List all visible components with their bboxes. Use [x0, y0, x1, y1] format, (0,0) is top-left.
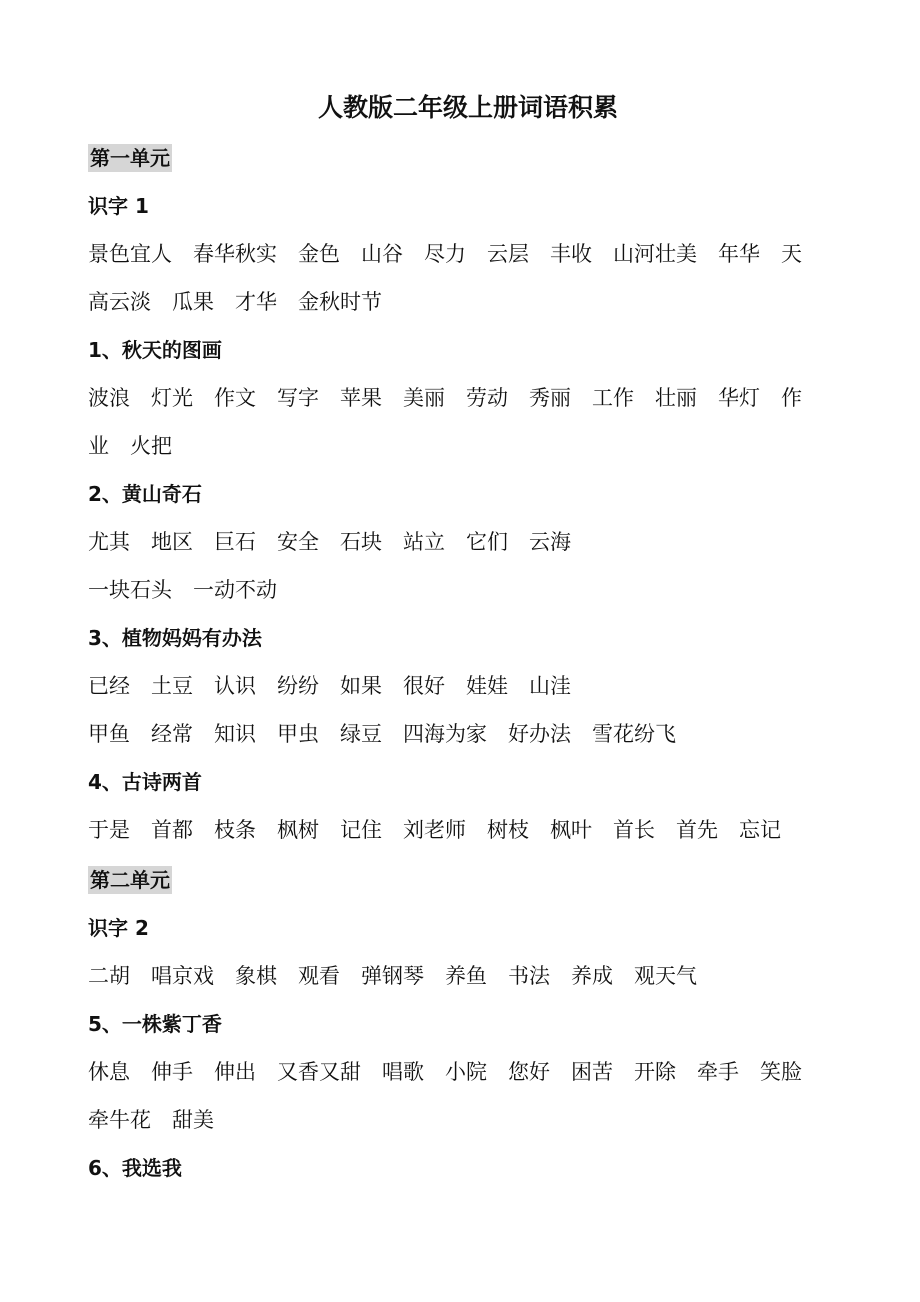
vocab-word: 好办法 — [508, 722, 571, 746]
vocab-word: 于是 — [88, 818, 130, 842]
vocab-word: 枫树 — [277, 818, 319, 842]
unit-label: 第一单元 — [90, 146, 170, 170]
vocab-word: 火把 — [130, 434, 172, 458]
vocab-word: 金秋时节 — [298, 290, 382, 314]
vocab-word: 困苦 — [571, 1060, 613, 1084]
vocab-word: 纷纷 — [277, 674, 319, 698]
vocab-word: 娃娃 — [466, 674, 508, 698]
vocab-word: 养成 — [571, 964, 613, 988]
unit-label: 第二单元 — [90, 868, 170, 892]
vocab-word: 美丽 — [403, 386, 445, 410]
vocab-word: 秀丽 — [529, 386, 571, 410]
vocab-word: 山河壮美 — [613, 242, 697, 266]
vocab-word: 金色 — [298, 242, 340, 266]
vocab-word: 一动不动 — [193, 578, 277, 602]
word-line — [88, 1048, 823, 1096]
vocab-word: 华灯 — [718, 386, 760, 410]
vocab-word: 丰收 — [550, 242, 592, 266]
vocab-word: 雪花纷飞 — [592, 722, 676, 746]
vocab-word: 瓜果 — [172, 290, 214, 314]
unit-heading-1 — [88, 134, 172, 182]
word-line — [88, 278, 403, 326]
lesson-heading: 4、古诗两首 — [88, 770, 202, 794]
vocab-word: 甲虫 — [277, 722, 319, 746]
vocab-word: 工作 — [592, 386, 634, 410]
vocab-word: 波浪 — [88, 386, 130, 410]
vocab-word: 劳动 — [466, 386, 508, 410]
vocab-word: 春华秋实 — [193, 242, 277, 266]
vocab-word: 土豆 — [151, 674, 193, 698]
vocab-word: 壮丽 — [655, 386, 697, 410]
unit-heading-2 — [88, 856, 172, 904]
word-line — [88, 422, 193, 470]
vocab-word: 业 — [88, 434, 109, 458]
word-line — [88, 710, 697, 758]
vocab-word: 甜美 — [172, 1108, 214, 1132]
vocab-word: 景色宜人 — [88, 242, 172, 266]
vocab-word: 观天气 — [634, 964, 697, 988]
vocab-word: 首先 — [676, 818, 718, 842]
word-line — [88, 662, 592, 710]
lesson-heading: 5、一株紫丁香 — [88, 1012, 222, 1036]
vocab-word: 象棋 — [235, 964, 277, 988]
vocab-word: 尤其 — [88, 530, 130, 554]
vocab-word: 地区 — [151, 530, 193, 554]
vocab-word: 枝条 — [214, 818, 256, 842]
vocab-word: 才华 — [235, 290, 277, 314]
vocab-word: 云海 — [529, 530, 571, 554]
vocab-word: 安全 — [277, 530, 319, 554]
vocab-word: 甲鱼 — [88, 722, 130, 746]
vocab-word: 唱歌 — [382, 1060, 424, 1084]
lesson-heading: 识字 1 — [88, 194, 149, 218]
vocab-word: 尽力 — [424, 242, 466, 266]
word-line — [88, 566, 298, 614]
vocab-word: 休息 — [88, 1060, 130, 1084]
vocab-word: 一块石头 — [88, 578, 172, 602]
vocab-word: 作 — [781, 386, 802, 410]
vocab-word: 又香又甜 — [277, 1060, 361, 1084]
vocab-word: 首长 — [613, 818, 655, 842]
vocab-word: 如果 — [340, 674, 382, 698]
vocab-word: 已经 — [88, 674, 130, 698]
word-line — [88, 952, 718, 1000]
word-line — [88, 1096, 235, 1144]
vocab-word: 笑脸 — [760, 1060, 802, 1084]
vocab-word: 牵牛花 — [88, 1108, 151, 1132]
vocab-word: 伸出 — [214, 1060, 256, 1084]
lesson-heading: 2、黄山奇石 — [88, 482, 202, 506]
vocab-word: 养鱼 — [445, 964, 487, 988]
vocab-word: 认识 — [214, 674, 256, 698]
vocab-word: 二胡 — [88, 964, 130, 988]
vocab-word: 记住 — [340, 818, 382, 842]
vocab-word: 牵手 — [697, 1060, 739, 1084]
vocab-word: 山谷 — [361, 242, 403, 266]
vocab-word: 很好 — [403, 674, 445, 698]
vocab-word: 唱京戏 — [151, 964, 214, 988]
lesson-heading: 3、植物妈妈有办法 — [88, 626, 262, 650]
vocab-word: 四海为家 — [403, 722, 487, 746]
vocab-word: 您好 — [508, 1060, 550, 1084]
vocab-word: 巨石 — [214, 530, 256, 554]
vocab-word: 站立 — [403, 530, 445, 554]
vocab-word: 经常 — [151, 722, 193, 746]
vocab-word: 观看 — [298, 964, 340, 988]
vocab-word: 首都 — [151, 818, 193, 842]
word-line — [88, 806, 802, 854]
vocab-word: 石块 — [340, 530, 382, 554]
vocab-word: 山洼 — [529, 674, 571, 698]
vocab-word: 它们 — [466, 530, 508, 554]
vocab-word: 绿豆 — [340, 722, 382, 746]
vocab-word: 年华 — [718, 242, 760, 266]
vocab-word: 刘老师 — [403, 818, 466, 842]
vocab-word: 小院 — [445, 1060, 487, 1084]
vocab-word: 伸手 — [151, 1060, 193, 1084]
word-line — [88, 230, 823, 278]
vocab-word: 写字 — [277, 386, 319, 410]
vocab-word: 灯光 — [151, 386, 193, 410]
vocab-word: 忘记 — [739, 818, 781, 842]
vocab-word: 开除 — [634, 1060, 676, 1084]
vocab-word: 弹钢琴 — [361, 964, 424, 988]
vocab-word: 云层 — [487, 242, 529, 266]
vocab-word: 苹果 — [340, 386, 382, 410]
vocab-word: 天 — [781, 242, 802, 266]
lesson-heading: 识字 2 — [88, 916, 149, 940]
word-line — [88, 518, 592, 566]
page-title: 人教版二年级上册词语积累 — [317, 93, 618, 122]
word-line — [88, 374, 823, 422]
lesson-heading: 1、秋天的图画 — [88, 338, 222, 362]
lesson-heading: 6、我选我 — [88, 1156, 182, 1180]
vocab-word: 树枝 — [487, 818, 529, 842]
vocab-word: 书法 — [508, 964, 550, 988]
vocab-word: 知识 — [214, 722, 256, 746]
vocab-word: 作文 — [214, 386, 256, 410]
vocab-word: 高云淡 — [88, 290, 151, 314]
vocab-word: 枫叶 — [550, 818, 592, 842]
